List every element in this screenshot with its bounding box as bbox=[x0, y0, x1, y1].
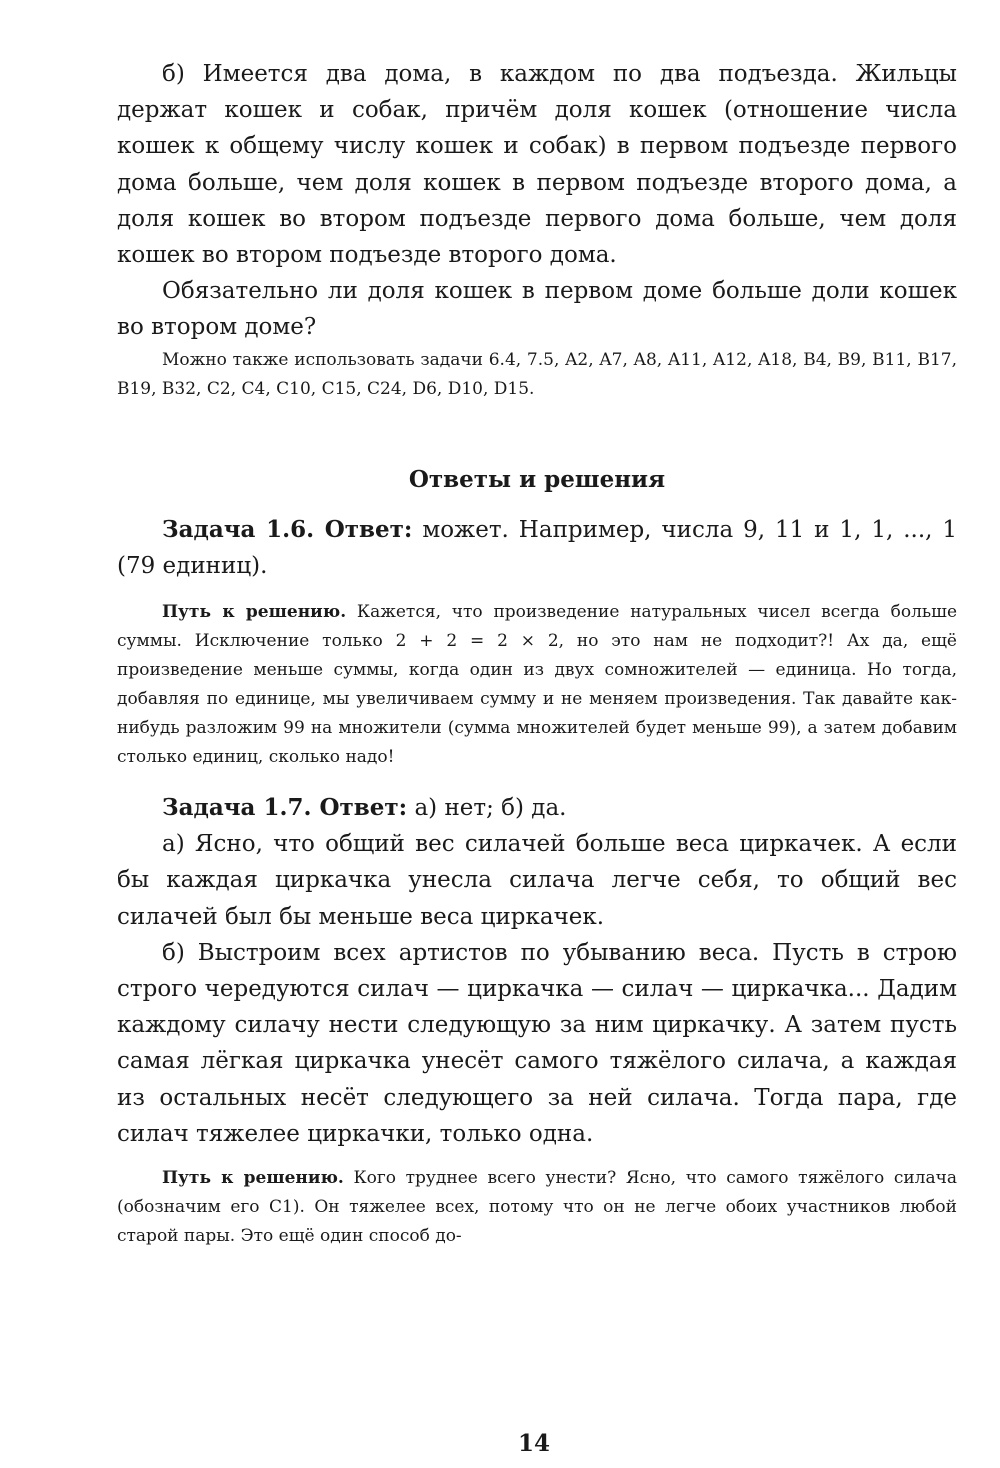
task-1-6-path bbox=[117, 598, 957, 772]
task-1-6-label: Задача 1.6. Ответ: bbox=[162, 515, 413, 543]
task-1-7-part-b: б) Выстроим всех артистов по убыванию веса. Пусть в строю строго чередуются силач — циркачка — силач — циркачка... Дадим каждому силачу нести следующую за ним циркачку. А затем пусть самая лёгкая циркачка унесёт самого тяжёлого силача, а каждая из остальных несёт следующего за ней силача. Тогда пара, где силач тяжелее циркачки, только одна. bbox=[117, 939, 957, 1147]
task-1-7-path-label: Путь к решению. bbox=[162, 1168, 344, 1189]
task-1-7-label: Задача 1.7. Ответ: bbox=[162, 794, 408, 822]
task-1-7-part-a: а) Ясно, что общий вес силачей больше веса циркачек. А если бы каждая циркачка унесла силача легче себя, то общий вес силачей был бы меньше веса циркачек. bbox=[117, 831, 957, 930]
task-1-7-path-text: Кого труднее всего унести? Ясно, что самого тяжёлого силача (обозначим его C1). Он тяжелее всех, потому что он не легче обоих участников любой старой пары. Это ещё один способ до- bbox=[117, 1168, 957, 1247]
problem-b-question: Обязательно ли доля кошек в первом доме больше доли кошек во втором доме? bbox=[117, 278, 957, 341]
task-1-7-path bbox=[117, 1164, 957, 1251]
problem-b-text: б) Имеется два дома, в каждом по два подъезда. Жильцы держат кошек и собак, причём доля кошек (отношение числа кошек к общему числу кошек и собак) в первом подъезде первого дома больше, чем доля кошек в первом подъезде второго дома, а доля кошек во втором подъезде первого дома больше, чем доля кошек во втором подъезде второго дома. bbox=[117, 61, 957, 269]
page-number: 14 bbox=[517, 1430, 550, 1457]
task-1-6-path-text: Кажется, что произведение натуральных чисел всегда больше суммы. Исключение только 2 + 2 = 2 × 2, но это нам не подходит?! Ах да, ещё произведение меньше суммы, когда один из двух сомножителей — единица. Но тогда, добавляя по единице, мы увеличиваем сумму и не меняем произведения. Так давайте как-нибудь разложим 99 на множители (сумма множителей будет меньше 99), а затем добавим столько единиц, сколько надо! bbox=[117, 602, 958, 768]
also-use-note: Можно также использовать задачи 6.4, 7.5, A2, A7, A8, A11, A12, A18, B4, B9, B11, B17, B19, B32, C2, C4, C10, C15, C24, D6, D10, D15. bbox=[117, 349, 957, 399]
section-title: Ответы и решения bbox=[408, 465, 666, 493]
page-content bbox=[117, 56, 957, 1251]
task-1-6-answer-text: может. Например, числа 9, 11 и 1, 1, ..., 1 (79 единиц). bbox=[117, 516, 958, 579]
task-1-6-path-label: Путь к решению. bbox=[162, 602, 347, 623]
task-1-7-answer bbox=[117, 790, 957, 826]
task-1-6-answer bbox=[117, 512, 957, 584]
task-1-7-answer-text: а) нет; б) да. bbox=[407, 795, 567, 822]
